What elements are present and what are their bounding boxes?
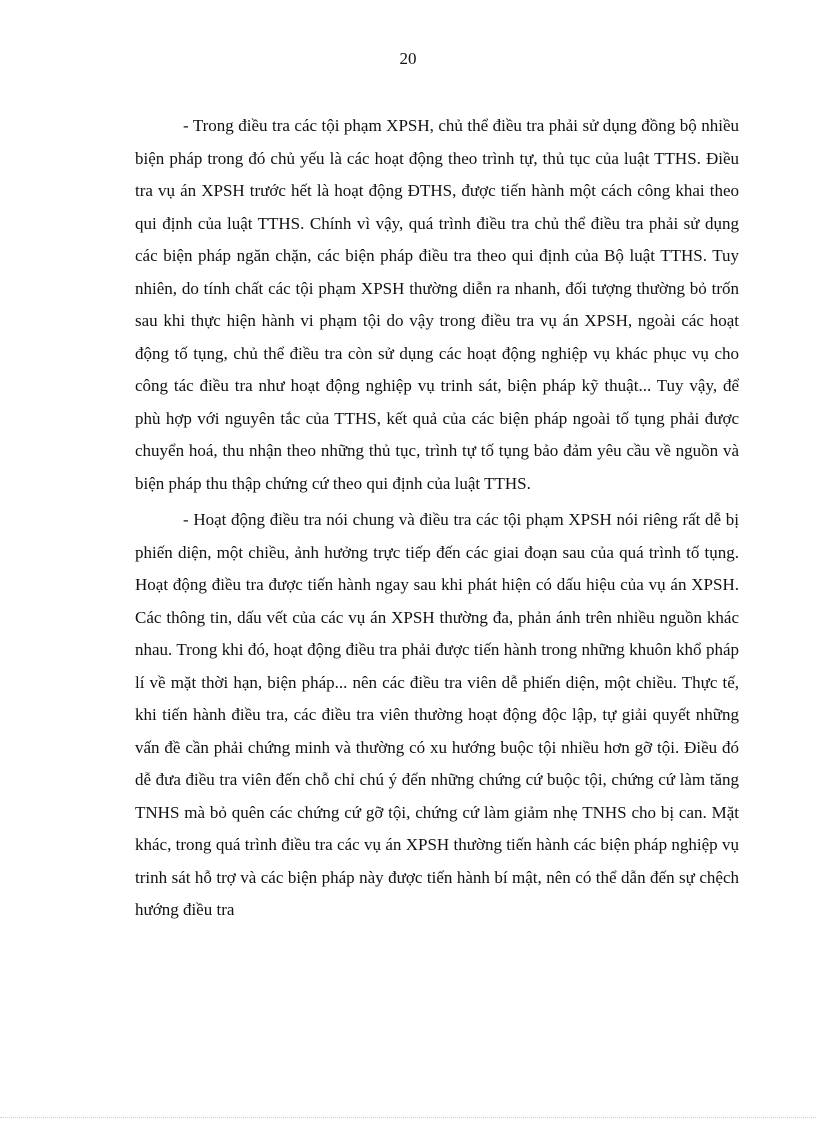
page-bottom-divider xyxy=(0,1117,816,1118)
paragraph-2: - Hoạt động điều tra nói chung và điều tra các tội phạm XPSH nói riêng rất dễ bị phiến diện, một chiều, ảnh hưởng trực tiếp đến các giai đoạn sau của quá trình tố tụng. Hoạt động điều tra được tiến hành ngay sau khi phát hiện có dấu hiệu của vụ án XPSH. Các thông tin, dấu vết của các vụ án XPSH thường đa, phản ánh trên nhiều nguồn khác nhau. Trong khi đó, hoạt động điều tra phải được tiến hành trong những khuôn khổ pháp lí về mặt thời hạn, biện pháp... nên các điều tra viên dễ phiến diện, một chiều. Thực tế, khi tiến hành điều tra, các điều tra viên thường hoạt động độc lập, tự giải quyết những vấn đề cần phải chứng minh và thường có xu hướng buộc tội nhiều hơn gỡ tội. Điều đó dễ đưa điều tra viên đến chỗ chỉ chú ý đến những chứng cứ buộc tội, chứng cứ làm tăng TNHS mà bỏ quên các chứng cứ gỡ tội, chứng cứ làm giảm nhẹ TNHS cho bị can. Mặt khác, trong quá trình điều tra các vụ án XPSH thường tiến hành các biện pháp nghiệp vụ trinh sát hỗ trợ và các biện pháp này được tiến hành bí mật, nên có thể dẫn đến sự chệch hướng điều tra xyxy=(135,510,739,919)
page-number: 20 xyxy=(399,49,417,68)
body-text xyxy=(135,110,739,927)
paragraph-1: - Trong điều tra các tội phạm XPSH, chủ thể điều tra phải sử dụng đồng bộ nhiều biện pháp trong đó chủ yếu là các hoạt động theo trình tự, thủ tục của luật TTHS. Điều tra vụ án XPSH trước hết là hoạt động ĐTHS, được tiến hành một cách công khai theo qui định của luật TTHS. Chính vì vậy, quá trình điều tra chủ thể điều tra phải sử dụng các biện pháp ngăn chặn, các biện pháp điều tra theo qui định của Bộ luật TTHS. Tuy nhiên, do tính chất các tội phạm XPSH thường diễn ra nhanh, đối tượng thường bỏ trốn sau khi thực hiện hành vi phạm tội do vậy trong điều tra vụ án XPSH, ngoài các hoạt động tố tụng, chủ thể điều tra còn sử dụng các hoạt động nghiệp vụ khác phục vụ cho công tác điều tra như hoạt động nghiệp vụ trinh sát, biện pháp kỹ thuật... Tuy vậy, để phù hợp với nguyên tắc của TTHS, kết quả của các biện pháp ngoài tố tụng phải được chuyển hoá, thu nhận theo những thủ tục, trình tự tố tụng bảo đảm yêu cầu về nguồn và biện pháp thu thập chứng cứ theo qui định của luật TTHS. xyxy=(135,116,739,493)
